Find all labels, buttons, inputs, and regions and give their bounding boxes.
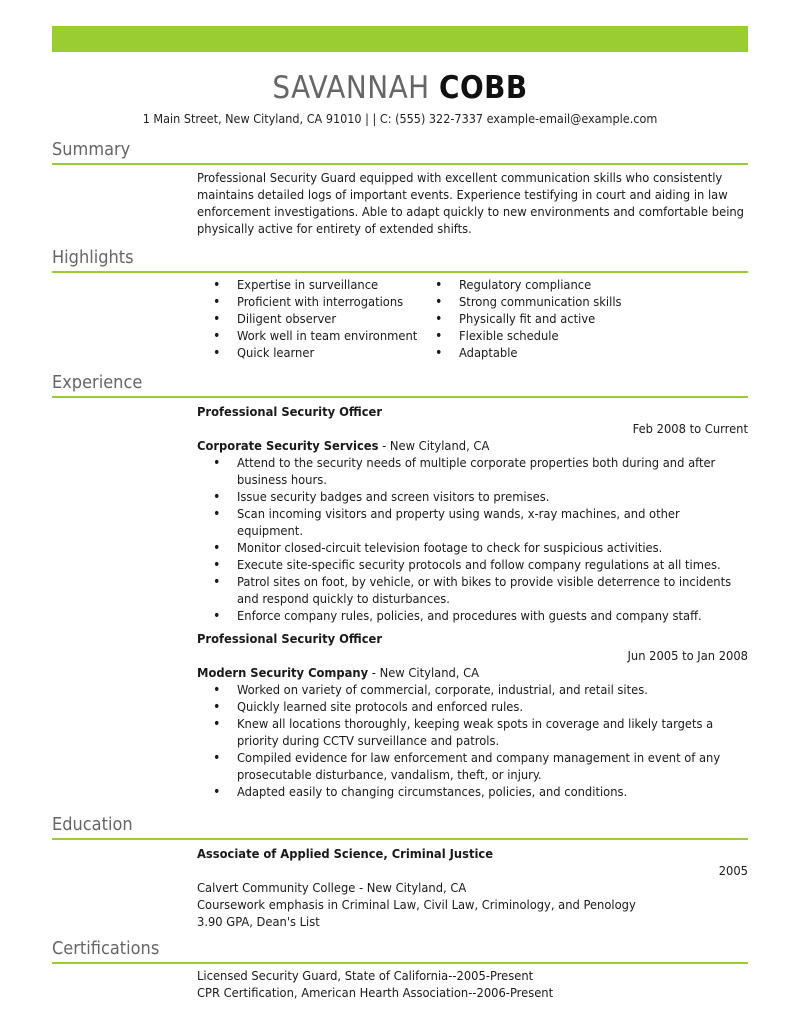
school: Calvert Community College - New Cityland, CA [197,881,467,896]
job-duty: • Issue security badges and screen visitors to premises. [197,489,748,506]
job-duties-list [197,682,748,801]
highlight-item: • Flexible schedule [419,328,641,345]
job-duty: • Monitor closed-circuit television footage to check for suspicious activities. [197,540,748,557]
first-name: SAVANNAH [272,70,430,106]
candidate-name [0,68,800,108]
highlight-item: • Strong communication skills [419,294,641,311]
summary-heading: Summary [52,139,748,165]
education-heading: Education [52,814,748,840]
job-duty: • Worked on variety of commercial, corporate, industrial, and retail sites. [197,682,748,699]
job-company-line [197,438,748,455]
company-name: Corporate Security Services [197,439,379,454]
education-section [52,814,748,931]
job-duty: • Enforce company rules, policies, and procedures with guests and company staff. [197,608,748,625]
highlight-item: • Diligent observer [197,311,419,328]
job-dates: Feb 2008 to Current [632,422,748,437]
job-duty: • Execute site-specific security protocols and follow company regulations at all times. [197,557,748,574]
certifications-heading: Certifications [52,938,748,964]
job-title: Professional Security Officer [197,405,383,420]
highlights-heading: Highlights [52,247,748,273]
company-location: - New Cityland, CA [378,439,490,454]
certifications-section [52,938,748,1002]
last-name: COBB [438,70,528,106]
summary-text: Professional Security Guard equipped with excellent communication skills who consistently maintains detailed logs of important events. Experience testifying in court and aiding in law enforcement investigations. Able to adapt quickly to new environments and comfortable being physically active for entirety of extended shifts. [197,171,744,237]
certification-item: Licensed Security Guard, State of California--2005-Present [197,969,534,984]
highlight-item: • Regulatory compliance [419,277,641,294]
highlight-item: • Physically fit and active [419,311,641,328]
gpa: 3.90 GPA, Dean's List [197,915,320,930]
job-duty: • Compiled evidence for law enforcement and company management in event of any prosecutable disturbance, vandalism, theft, or injury. [197,750,748,784]
highlight-item: • Quick learner [197,345,419,362]
company-location: - New Cityland, CA [368,666,480,681]
header-accent-bar [52,26,748,52]
highlights-section [52,247,748,362]
highlight-item: • Proficient with interrogations [197,294,419,311]
job-title: Professional Security Officer [197,632,383,647]
job-entry [197,631,748,801]
highlights-columns [197,277,748,362]
highlight-item: • Work well in team environment [197,328,419,345]
job-duty: • Patrol sites on foot, by vehicle, or with bikes to provide visible deterrence to incidents and respond quickly to disturbances. [197,574,748,608]
education-entry [197,846,748,931]
highlight-item: • Expertise in surveillance [197,277,419,294]
job-duties-list [197,455,748,625]
company-name: Modern Security Company [197,666,369,681]
job-dates: Jun 2005 to Jan 2008 [627,649,748,664]
job-duty: • Attend to the security needs of multiple corporate properties both during and after business hours. [197,455,748,489]
graduation-year: 2005 [718,864,748,879]
job-duty: • Knew all locations thoroughly, keeping weak spots in coverage and likely targets a priority during CCTV surveillance and patrols. [197,716,748,750]
summary-section [52,139,748,238]
job-entry [197,404,748,625]
highlight-item: • Adaptable [419,345,641,362]
certifications-list [197,968,748,1002]
experience-section [52,372,748,801]
job-duty: • Quickly learned site protocols and enforced rules. [197,699,748,716]
highlights-right-list [419,277,641,362]
certification-item: CPR Certification, American Hearth Association--2006-Present [197,986,554,1001]
job-company-line [197,665,748,682]
experience-heading: Experience [52,372,748,398]
coursework: Coursework emphasis in Criminal Law, Civil Law, Criminology, and Penology [197,898,636,913]
highlights-left-list [197,277,419,362]
contact-info: 1 Main Street, New Cityland, CA 91010 | | C: (555) 322-7337 example-email@example.com [142,111,658,126]
degree: Associate of Applied Science, Criminal Justice [197,847,494,862]
job-duty: • Scan incoming visitors and property using wands, x-ray machines, and other equipment. [197,506,748,540]
job-duty: • Adapted easily to changing circumstances, policies, and conditions. [197,784,748,801]
